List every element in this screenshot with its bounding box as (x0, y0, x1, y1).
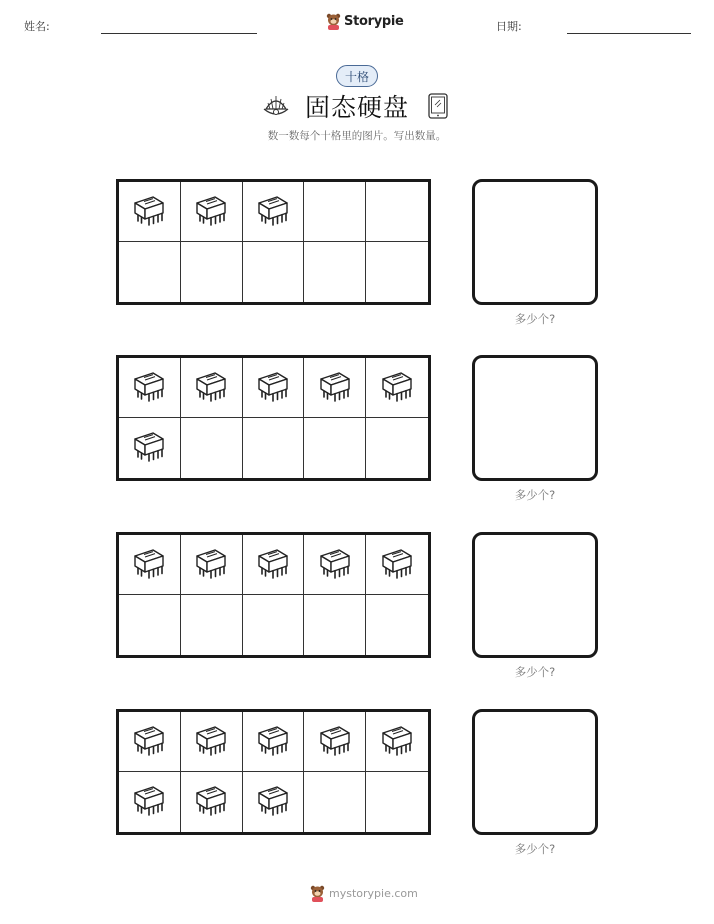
answer-prompt: 多少个? (514, 488, 556, 502)
ten-frame-cell (243, 772, 305, 832)
ic-chip-icon (193, 369, 229, 407)
ten-frame-cell (243, 242, 305, 302)
ten-frame-cell (243, 182, 305, 242)
ic-chip-icon (255, 546, 291, 584)
ten-frame-cell (181, 182, 243, 242)
ten-frame-cell (181, 535, 243, 595)
ten-frame-2 (116, 355, 431, 481)
answer-prompt: 多少个? (514, 842, 556, 856)
answer-box-4[interactable] (472, 709, 598, 835)
ten-frame-cell (119, 535, 181, 595)
ic-chip-icon (193, 783, 229, 821)
ic-chip-icon (131, 193, 167, 231)
date-label: 日期: (496, 20, 522, 33)
ten-frame-cell (181, 358, 243, 418)
ic-chip-icon (317, 546, 353, 584)
brand-logo (326, 13, 404, 30)
ten-frame-cell (119, 772, 181, 832)
answer-box-2[interactable] (472, 355, 598, 481)
footer (310, 885, 418, 902)
seashell-icon (262, 93, 290, 119)
ic-chip-icon (193, 723, 229, 761)
answer-box-1[interactable] (472, 179, 598, 305)
ten-frame-cell (119, 418, 181, 478)
ten-frame-cell (366, 595, 428, 655)
ten-frame-cell (304, 772, 366, 832)
ten-frame-cell (119, 358, 181, 418)
ten-frame-cell (366, 242, 428, 302)
date-field[interactable] (567, 33, 691, 34)
ten-frame-cell (243, 595, 305, 655)
ten-frame-cell (366, 418, 428, 478)
ten-frame-cell (181, 772, 243, 832)
ten-frame-cell (181, 712, 243, 772)
ten-frame-4 (116, 709, 431, 835)
ten-frame-cell (366, 182, 428, 242)
page-title: 固态硬盘 (304, 93, 409, 122)
ten-frame-cell (243, 358, 305, 418)
ic-chip-icon (193, 193, 229, 231)
name-label: 姓名: (24, 20, 50, 33)
ten-frame-cell (119, 182, 181, 242)
ten-frame-cell (366, 772, 428, 832)
answer-box-3[interactable] (472, 532, 598, 658)
worksheet-tag: 十格 (336, 65, 378, 87)
ten-frame-cell (304, 595, 366, 655)
ten-frame-3 (116, 532, 431, 658)
ten-frame-cell (119, 712, 181, 772)
ten-frame-cell (304, 358, 366, 418)
ten-frame-cell (181, 418, 243, 478)
bear-mascot-icon (326, 13, 341, 30)
ic-chip-icon (131, 546, 167, 584)
ten-frame-cell (119, 242, 181, 302)
ten-frame-cell (304, 418, 366, 478)
ic-chip-icon (379, 369, 415, 407)
answer-prompt: 多少个? (514, 312, 556, 326)
ten-frame-cell (181, 595, 243, 655)
ten-frame-cell (366, 358, 428, 418)
ic-chip-icon (255, 369, 291, 407)
ten-frame-cell (243, 418, 305, 478)
name-field[interactable] (101, 33, 257, 34)
ten-frame-cell (181, 242, 243, 302)
ten-frame-cell (304, 535, 366, 595)
ic-chip-icon (193, 546, 229, 584)
ten-frame-cell (366, 712, 428, 772)
ten-frame-cell (243, 712, 305, 772)
ten-frame-cell (304, 182, 366, 242)
footer-url[interactable]: mystorypie.com (329, 887, 418, 900)
ten-frame-cell (119, 595, 181, 655)
ten-frame-cell (366, 535, 428, 595)
answer-prompt: 多少个? (514, 665, 556, 679)
ic-chip-icon (317, 723, 353, 761)
instructions: 数一数每个十格里的图片。写出数量。 (267, 130, 447, 142)
ic-chip-icon (131, 429, 167, 467)
tablet-icon (427, 93, 449, 119)
ic-chip-icon (317, 369, 353, 407)
bear-mascot-icon (310, 885, 325, 902)
ic-chip-icon (131, 783, 167, 821)
ten-frame-cell (304, 712, 366, 772)
ic-chip-icon (379, 546, 415, 584)
ic-chip-icon (131, 723, 167, 761)
ic-chip-icon (255, 723, 291, 761)
ten-frame-cell (243, 535, 305, 595)
ic-chip-icon (131, 369, 167, 407)
brand-name: Storypie (344, 14, 404, 29)
ten-frame-1 (116, 179, 431, 305)
ic-chip-icon (255, 783, 291, 821)
ten-frame-cell (304, 242, 366, 302)
ic-chip-icon (255, 193, 291, 231)
ic-chip-icon (379, 723, 415, 761)
